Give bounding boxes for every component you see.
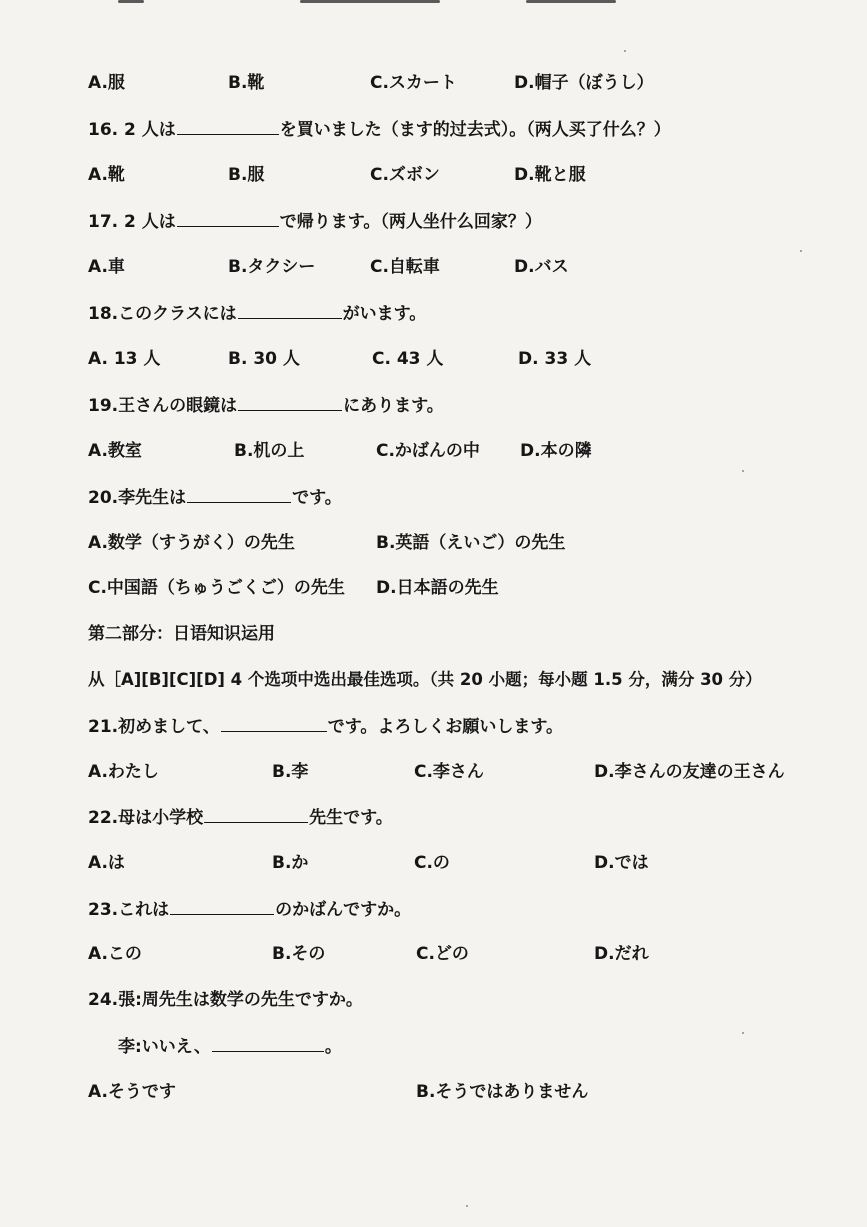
q21-option-a[interactable]: A.わたし xyxy=(88,762,159,782)
q20-stem-pre: 20.李先生は xyxy=(88,488,187,508)
q24-option-a[interactable]: A.そうです xyxy=(88,1082,176,1102)
q17-stem-pre: 17. 2 人は xyxy=(88,212,176,232)
q21-option-d[interactable]: D.李さんの友達の王さん xyxy=(594,762,785,782)
q18-answer-blank[interactable] xyxy=(238,302,342,319)
q24-stem-pre: 李:いいえ、 xyxy=(118,1037,211,1057)
q15-option-a[interactable]: A.服 xyxy=(88,73,125,93)
q19-stem-pre: 19.王さんの眼鏡は xyxy=(88,396,238,416)
scan-speck xyxy=(742,1032,744,1034)
scan-mark xyxy=(118,0,144,3)
q18-stem-pre: 18.このクラスには xyxy=(88,304,237,324)
q18-option-b[interactable]: B. 30 人 xyxy=(228,349,300,369)
q22-stem-pre: 22.母は小学校 xyxy=(88,808,204,828)
scan-speck xyxy=(742,470,744,472)
q24-answer-blank[interactable] xyxy=(212,1035,324,1052)
q19-option-a[interactable]: A.教室 xyxy=(88,441,142,461)
q23-option-d[interactable]: D.だれ xyxy=(594,944,649,964)
q21-option-c[interactable]: C.李さん xyxy=(414,762,484,782)
q24-option-b[interactable]: B.そうではありません xyxy=(416,1082,589,1102)
q17-stem-post: で帰ります。（两人坐什么回家？） xyxy=(279,212,542,232)
q24-stem-post: 。 xyxy=(324,1037,342,1057)
q19-stem-post: にあります。 xyxy=(343,396,444,416)
q18-stem-post: がいます。 xyxy=(342,304,427,324)
scan-mark xyxy=(526,0,616,3)
q16-stem-pre: 16. 2 人は xyxy=(88,120,176,140)
q19-answer-blank[interactable] xyxy=(238,394,342,411)
q17-option-c[interactable]: C.自転車 xyxy=(370,257,440,277)
scan-speck xyxy=(466,1205,468,1207)
q22-option-b[interactable]: B.か xyxy=(272,853,309,873)
q23-stem-post: のかばんですか。 xyxy=(275,900,412,920)
q21-answer-blank[interactable] xyxy=(221,715,327,732)
q17-answer-blank[interactable] xyxy=(177,210,279,227)
q20-stem-post: です。 xyxy=(292,488,342,508)
q19-option-b[interactable]: B.机の上 xyxy=(234,441,305,461)
q16-option-a[interactable]: A.靴 xyxy=(88,165,125,185)
q18-option-d[interactable]: D. 33 人 xyxy=(518,349,592,369)
q23-answer-blank[interactable] xyxy=(170,898,274,915)
q20-answer-blank[interactable] xyxy=(187,486,291,503)
q20-option-a[interactable]: A.数学（すうがく）の先生 xyxy=(88,533,295,553)
q22-stem-post: 先生です。 xyxy=(309,808,393,828)
q21-option-b[interactable]: B.李 xyxy=(272,762,309,782)
q16-option-c[interactable]: C.ズボン xyxy=(370,165,440,185)
q22-option-d[interactable]: D.では xyxy=(594,853,649,873)
scan-speck xyxy=(800,250,802,252)
q16-option-d[interactable]: D.靴と服 xyxy=(514,165,586,185)
scan-speck xyxy=(624,50,626,52)
q16-answer-blank[interactable] xyxy=(177,118,279,135)
q22-option-c[interactable]: C.の xyxy=(414,853,450,873)
q17-option-b[interactable]: B.タクシー xyxy=(228,257,316,277)
q20-option-c[interactable]: C.中国語（ちゅうごくご）の先生 xyxy=(88,578,345,598)
q15-option-c[interactable]: C.スカート xyxy=(370,73,457,93)
q21-stem-pre: 21.初めまして、 xyxy=(88,717,220,737)
q23-option-a[interactable]: A.この xyxy=(88,944,142,964)
q20-option-b[interactable]: B.英語（えいご）の先生 xyxy=(376,533,566,553)
exam-page: A.服 B.靴 C.スカート D.帽子（ぼうし） 16. 2 人は を買いました（ます的过去式）。（两人买了什么？） A.靴 B.服 C.ズボン D.靴と服 17. 2 人は で帰ります。（两人坐什么回家？） A.車 B.タクシー C.自転車 D.バス 18.このクラスには がいます。 A. 13 人 B. 30 人 C. 43 人 D. 33 人 19.王さんの眼鏡は にあります。 A.教室 B.机の上 C.かばんの中 D.本の隣 20.李先生は です。 A.数学（すうがく）の先生 B.英語（えいご）の先生 C.中国語（ちゅうごくご）の先生 D.日本語の先生 第二部分：日语知识运用 从［A][B][C][D] 4 个选项中选出最佳选项。（共 20 小题；每小题 1.5 分，满分 30 分） 21.初めまして、 です。よろしくお願いします。 A.わたし B.李 C.李さん D.李さんの友達の王さん 22.母は小学校 先生です。 A.は B.か C.の D.では 23.これは のかばんですか。 A.この B.その C.どの D.だれ 24.張:周先生は数学の先生ですか。 李:いいえ、 。 A.そうです B.そうではありません xyxy=(0,0,867,1227)
q15-option-b[interactable]: B.靴 xyxy=(228,73,265,93)
q16-option-b[interactable]: B.服 xyxy=(228,165,265,185)
q17-option-d[interactable]: D.バス xyxy=(514,257,569,277)
q19-option-c[interactable]: C.かばんの中 xyxy=(376,441,480,461)
q23-option-b[interactable]: B.その xyxy=(272,944,326,964)
scan-mark xyxy=(300,0,440,3)
q17-option-a[interactable]: A.車 xyxy=(88,257,125,277)
q22-option-a[interactable]: A.は xyxy=(88,853,125,873)
q15-option-d[interactable]: D.帽子（ぼうし） xyxy=(514,73,654,93)
q23-stem-pre: 23.これは xyxy=(88,900,170,920)
q19-option-d[interactable]: D.本の隣 xyxy=(520,441,592,461)
q22-answer-blank[interactable] xyxy=(204,806,308,823)
q18-option-c[interactable]: C. 43 人 xyxy=(372,349,444,369)
q20-option-d[interactable]: D.日本語の先生 xyxy=(376,578,499,598)
q21-stem-post: です。よろしくお願いします。 xyxy=(327,717,564,737)
q18-option-a[interactable]: A. 13 人 xyxy=(88,349,161,369)
q16-stem-post: を買いました（ます的过去式）。（两人买了什么？） xyxy=(279,120,671,140)
q23-option-c[interactable]: C.どの xyxy=(416,944,469,964)
